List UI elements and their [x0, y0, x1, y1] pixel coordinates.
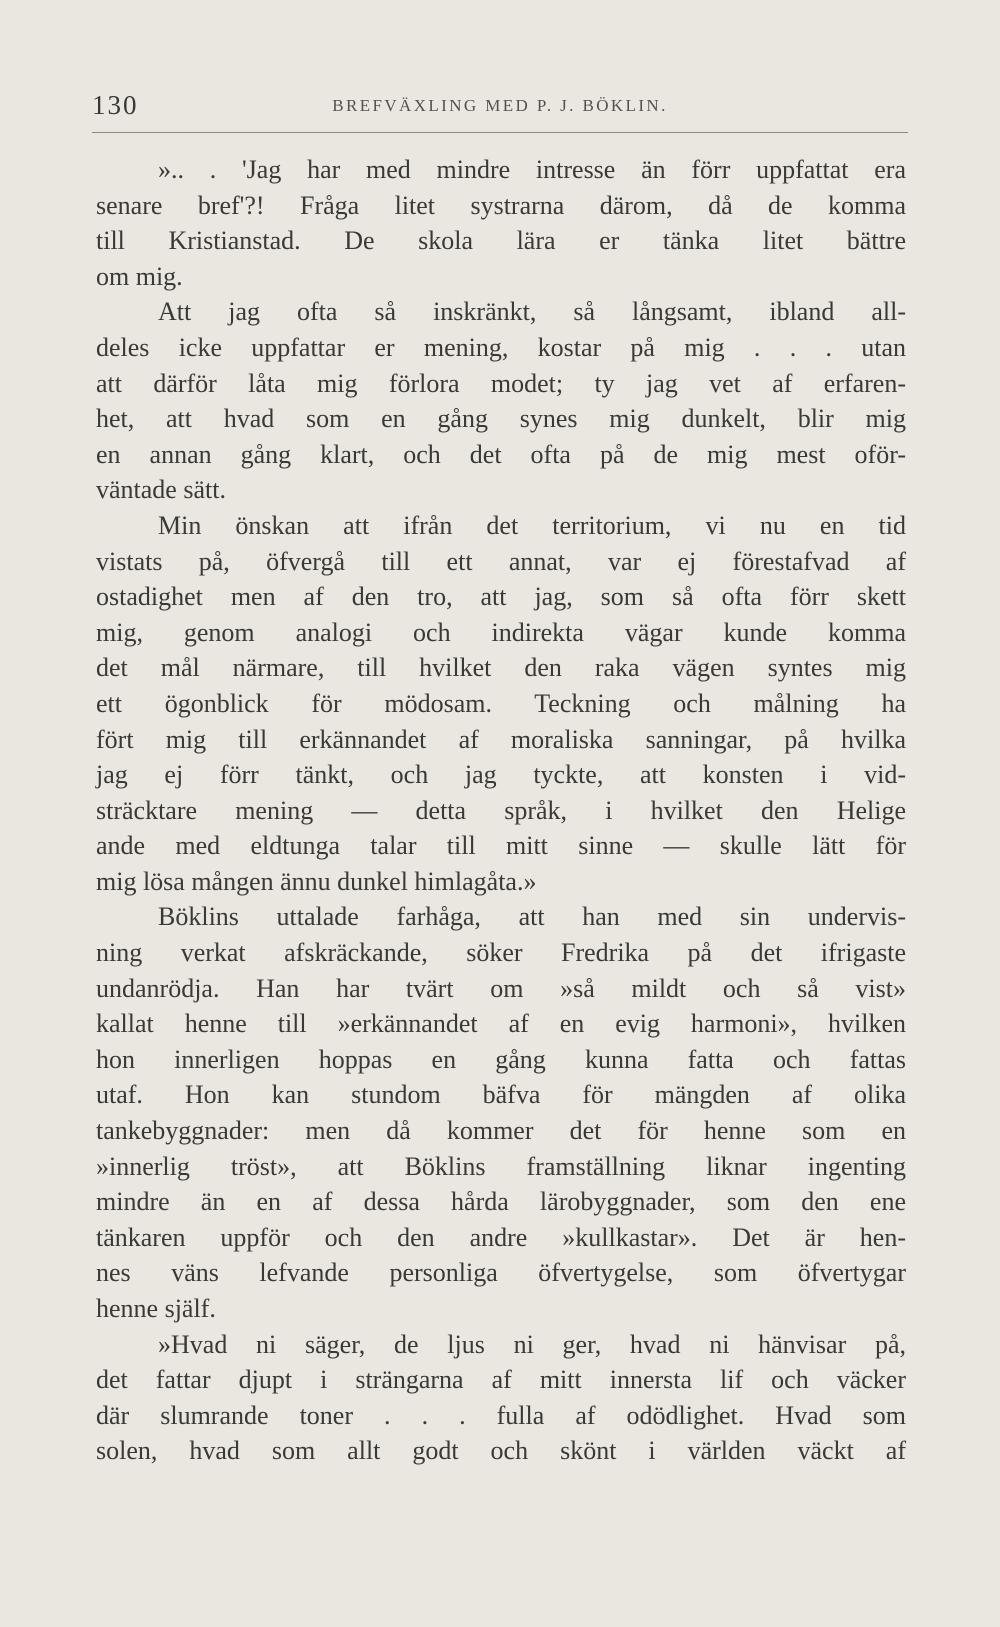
text-line: tänkaren uppför och den andre »kullkastar». Det är hen- [96, 1222, 906, 1252]
text-line: Att jag ofta så inskränkt, så långsamt, ibland all- [158, 297, 906, 327]
text-line: ande med eldtunga talar till mitt sinne — skulle lätt för [96, 831, 906, 861]
text-line: »innerlig tröst», att Böklins framställning liknar ingenting [96, 1151, 906, 1181]
header-rule [92, 132, 908, 133]
text-line: till Kristianstad. De skola lära er tänka litet bättre [96, 226, 906, 256]
text-line: mindre än en af dessa hårda lärobyggnader, som den ene [96, 1187, 906, 1217]
text-line: fört mig till erkännandet af moraliska sanningar, på hvilka [96, 724, 906, 754]
text-line: undanrödja. Han har tvärt om »så mildt och så vist» [96, 973, 906, 1003]
text-line: Böklins uttalade farhåga, att han med sin undervis- [158, 902, 906, 932]
text-line: utaf. Hon kan stundom bäfva för mängden af olika [96, 1080, 906, 1110]
text-line: »Hvad ni säger, de ljus ni ger, hvad ni hänvisar på, [158, 1329, 906, 1359]
text-line: mig lösa mången ännu dunkel himlagåta.» [96, 866, 537, 896]
page-number: 130 [92, 90, 139, 120]
running-title: BREFVÄXLING MED P. J. BÖKLIN. [332, 96, 668, 115]
text-line: senare bref'?! Fråga litet systrarna därom, då de komma [96, 190, 906, 220]
text-line: solen, hvad som allt godt och skönt i världen väckt af [96, 1436, 906, 1466]
text-line: väntade sätt. [96, 475, 226, 505]
text-line: mig, genom analogi och indirekta vägar kunde komma [96, 617, 906, 647]
text-line: där slumrande toner . . . fulla af odödlighet. Hvad som [96, 1400, 906, 1430]
text-line: nes väns lefvande personliga öfvertygelse, som öfvertygar [96, 1258, 906, 1288]
text-line: tankebyggnader: men då kommer det för henne som en [96, 1116, 906, 1146]
text-line: henne själf. [96, 1294, 216, 1323]
text-line: det mål närmare, till hvilket den raka vägen syntes mig [96, 653, 906, 683]
text-line: ning verkat afskräckande, söker Fredrika på det ifrigaste [96, 938, 906, 968]
text-line: het, att hvad som en gång synes mig dunkelt, blir mig [96, 404, 906, 434]
text-line: ett ögonblick för mödosam. Teckning och målning ha [96, 688, 906, 718]
text-line: ostadighet men af den tro, att jag, som så ofta förr skett [96, 582, 906, 612]
text-line: deles icke uppfattar er mening, kostar på mig . . . utan [96, 332, 906, 362]
text-line: sträcktare mening — detta språk, i hvilket den Helige [96, 795, 906, 825]
text-line: en annan gång klart, och det ofta på de mig mest oför- [96, 439, 906, 469]
text-line: ».. . 'Jag har med mindre intresse än förr uppfattat era [158, 155, 906, 184]
running-head [92, 90, 908, 120]
text-line: vistats på, öfvergå till ett annat, var ej förestafvad af [96, 546, 906, 576]
text-line: det fattar djupt i strängarna af mitt innersta lif och väcker [96, 1365, 906, 1395]
text-line: hon innerligen hoppas en gång kunna fatta och fattas [96, 1044, 906, 1074]
text-line: kallat henne till »erkännandet af en evig harmoni», hvilken [96, 1009, 906, 1039]
text-line: att därför låta mig förlora modet; ty jag vet af erfaren- [96, 368, 906, 398]
text-line: Min önskan att ifrån det territorium, vi nu en tid [158, 510, 906, 540]
text-line: jag ej förr tänkt, och jag tyckte, att konsten i vid- [96, 760, 906, 790]
text-line: om mig. [96, 261, 183, 291]
body-text [96, 152, 906, 1469]
